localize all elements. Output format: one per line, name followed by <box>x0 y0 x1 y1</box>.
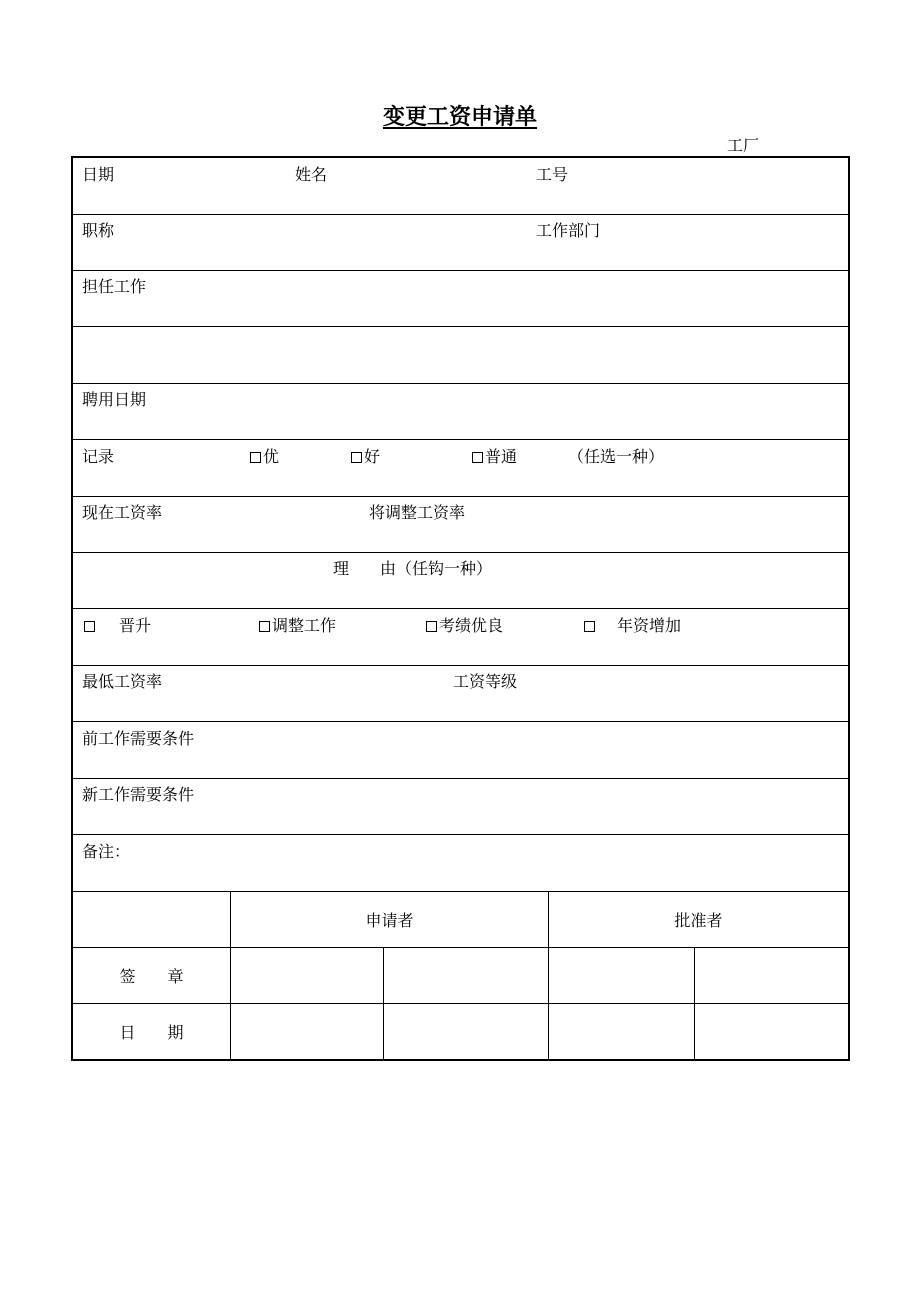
approver-header: 批准者 <box>674 910 723 930</box>
applicant-header: 申请者 <box>365 910 414 930</box>
option-excellent[interactable]: 优 <box>250 444 279 467</box>
grade-label: 工资等级 <box>453 672 518 691</box>
current-rate-label: 现在工资率 <box>82 503 163 522</box>
option-job-change[interactable]: 调整工作 <box>259 613 336 636</box>
hire-date-label: 聘用日期 <box>82 390 147 409</box>
row-min-rate <box>73 665 848 722</box>
option-good[interactable]: 好 <box>351 444 380 467</box>
record-label: 记录 <box>82 447 115 466</box>
row-prev-requirements <box>73 722 848 779</box>
remarks-label: 备注： <box>82 842 131 861</box>
checkbox-icon <box>250 452 261 463</box>
department-label: 工作部门 <box>536 221 601 240</box>
form-title: 变更工资申请单 <box>382 104 537 130</box>
row-new-requirements <box>73 778 848 835</box>
option-promotion[interactable]: 晋升 <box>84 613 151 636</box>
row-title-dept <box>73 214 848 271</box>
record-hint: （任选一种） <box>568 447 665 466</box>
reason-label-a: 理 <box>333 559 350 578</box>
salary-change-form <box>71 156 850 1061</box>
checkbox-icon <box>351 452 362 463</box>
factory-label: 工厂 <box>727 136 760 155</box>
seal-label: 签 章 <box>119 967 184 986</box>
row-remarks <box>73 835 848 892</box>
row-reason-options <box>73 609 848 666</box>
row-hire-date <box>73 383 848 440</box>
row-record <box>73 440 848 497</box>
checkbox-icon <box>584 621 595 632</box>
checkbox-icon <box>84 621 95 632</box>
row-blank <box>73 327 848 384</box>
checkbox-icon <box>259 621 270 632</box>
sign-date-label: 日 期 <box>119 1023 184 1042</box>
signature-table <box>73 891 848 1059</box>
name-label: 姓名 <box>295 165 328 184</box>
row-reason-header <box>73 552 848 609</box>
checkbox-icon <box>472 452 483 463</box>
employee-no-label: 工号 <box>536 165 569 184</box>
date-label: 日期 <box>82 165 115 184</box>
checkbox-icon <box>426 621 437 632</box>
assigned-work-label: 担任工作 <box>82 277 147 296</box>
prev-requirements-label: 前工作需要条件 <box>82 729 195 748</box>
min-rate-label: 最低工资率 <box>82 672 163 691</box>
job-title-label: 职称 <box>82 221 115 240</box>
adjusted-rate-label: 将调整工资率 <box>369 503 466 522</box>
new-requirements-label: 新工作需要条件 <box>82 785 195 804</box>
row-basic-info <box>73 158 848 215</box>
row-assigned-work <box>73 270 848 327</box>
option-seniority[interactable]: 年资增加 <box>584 613 681 636</box>
reason-label-b: 由（任钩一种） <box>380 559 493 578</box>
row-wage-rate <box>73 496 848 553</box>
option-average[interactable]: 普通 <box>472 444 517 467</box>
option-performance[interactable]: 考绩优良 <box>426 613 503 636</box>
